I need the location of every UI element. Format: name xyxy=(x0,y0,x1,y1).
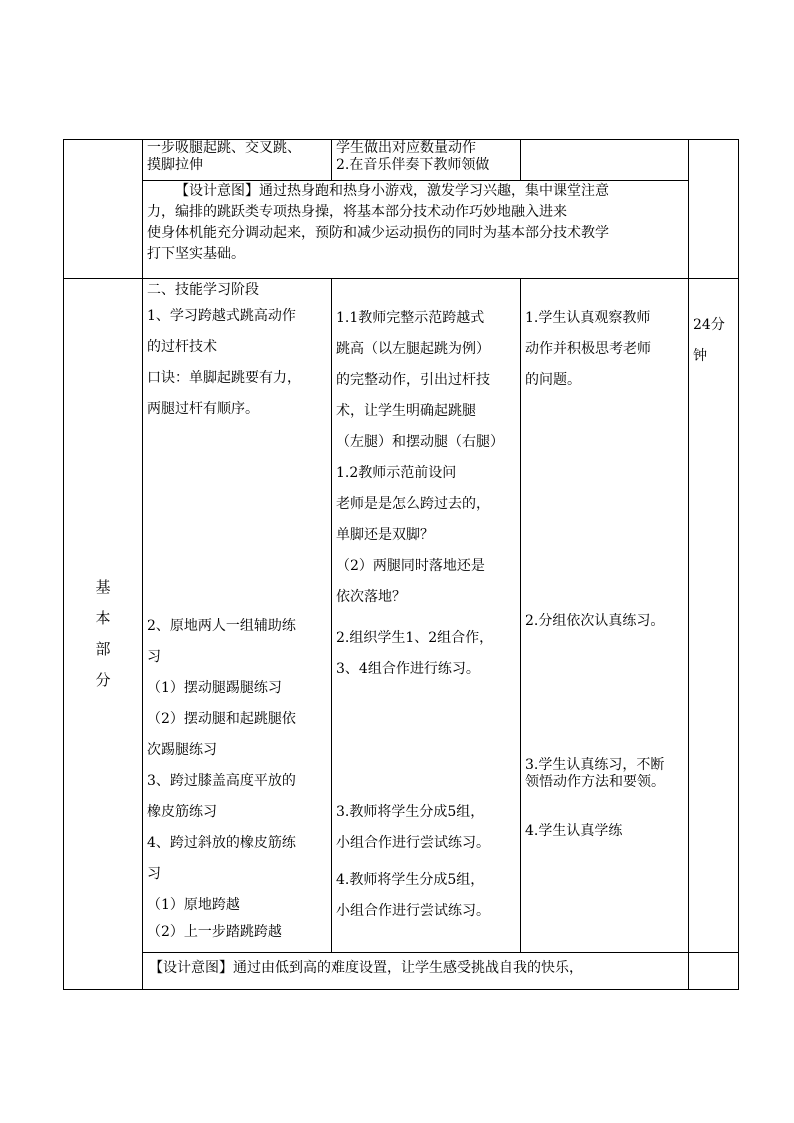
design-intent-line: 力，编排的跳跃类专项热身操，将基本部分技术动作巧妙地融入进来 xyxy=(147,204,567,221)
content-line: 2、原地两人一组辅助练 xyxy=(147,618,296,635)
skill-time-cell xyxy=(689,279,739,953)
student-step-3 xyxy=(525,757,684,791)
skill-content-cell xyxy=(143,279,332,953)
section-label-basic xyxy=(64,279,143,990)
teacher-line: 3、4组合作进行练习。 xyxy=(336,661,480,678)
teacher-step-4 xyxy=(336,865,516,927)
teacher-line: 4.教师将学生分成5组， xyxy=(336,872,485,889)
content-line: （1）摆动腿踢腿练习 xyxy=(147,680,282,697)
teacher-line: 2.在音乐伴奏下教师领做 xyxy=(336,157,490,173)
student-line: 1.学生认真观察教师 xyxy=(525,310,651,327)
content-line: 次踢腿练习 xyxy=(147,742,217,759)
content-line: 1、学习跨越式跳高动作 xyxy=(147,308,296,325)
content-line: （2）摆动腿和起跳腿依 xyxy=(147,711,296,728)
warmup-student-cell xyxy=(521,140,689,181)
section-label-char: 分 xyxy=(95,671,111,690)
warmup-teacher-cell xyxy=(332,140,521,181)
design-intent-2-time-cell xyxy=(689,952,739,989)
content-line: 3、跨过膝盖高度平放的 xyxy=(147,773,296,790)
design-intent-row-1 xyxy=(64,181,739,279)
section-label-char: 基 xyxy=(95,578,111,597)
student-line: 4.学生认真学练 xyxy=(525,823,623,840)
content-line: 口诀：单脚起跳要有力， xyxy=(147,370,301,387)
teacher-line: 1.1教师完整示范跨越式 xyxy=(336,310,485,327)
content-line: 一步吸腿起跳、交叉跳、 xyxy=(147,140,301,156)
student-line: 的问题。 xyxy=(525,372,581,389)
teacher-line: （左腿）和摆动腿（右腿） xyxy=(336,434,504,451)
student-line: 领悟动作方法和要领。 xyxy=(525,774,665,791)
warmup-continuation-row xyxy=(64,140,739,181)
teacher-line: 的完整动作，引出过杆技 xyxy=(336,372,490,389)
student-step-4 xyxy=(525,823,684,840)
teacher-line: 单脚还是双脚？ xyxy=(336,527,434,544)
student-line: 3.学生认真练习，不断 xyxy=(525,757,665,774)
teacher-line: 小组合作进行尝试练习。 xyxy=(336,903,490,920)
teacher-line: 老师是是怎么跨过去的， xyxy=(336,496,490,513)
student-line: 2.分组依次认真练习。 xyxy=(525,613,665,630)
design-intent-line: 打下坚实基础。 xyxy=(147,246,245,263)
student-step-2 xyxy=(525,613,684,630)
teacher-line: （2）两腿同时落地还是 xyxy=(336,558,485,575)
content-line: 习 xyxy=(147,866,161,883)
teacher-step-3 xyxy=(336,797,516,859)
skill-learning-row xyxy=(64,279,739,953)
lesson-plan-table xyxy=(63,139,739,990)
design-intent-line: 【设计意图】通过由低到高的难度设置，让学生感受挑战自我的快乐， xyxy=(149,959,583,976)
design-intent-2 xyxy=(143,952,689,989)
warmup-content-cell xyxy=(143,140,332,181)
section-label-char: 部 xyxy=(95,640,111,659)
teacher-line: 1.2教师示范前设问 xyxy=(336,465,457,482)
prep-section-cell xyxy=(64,140,143,279)
content-line: 4、跨过斜放的橡皮筋练 xyxy=(147,835,296,852)
teacher-activity-cell xyxy=(332,279,521,953)
teacher-line: 术，让学生明确起跳腿 xyxy=(336,403,476,420)
teacher-line: 依次落地？ xyxy=(336,589,406,606)
warmup-time-cell xyxy=(689,140,739,279)
content-line: 橡皮筋练习 xyxy=(147,804,217,821)
time-line: 24分 xyxy=(693,317,725,334)
teacher-line: 2.组织学生1、2组合作， xyxy=(336,630,494,647)
design-intent-row-2 xyxy=(64,952,739,989)
content-line: 的过杆技术 xyxy=(147,339,217,356)
teacher-step-2 xyxy=(336,623,516,685)
student-line: 动作并积极思考老师 xyxy=(525,341,651,358)
time-line: 钟 xyxy=(693,348,707,365)
teacher-line: 学生做出对应数量动作 xyxy=(336,140,476,156)
content-line: 两腿过杆有顺序。 xyxy=(147,401,259,418)
content-line: 摸脚拉伸 xyxy=(147,157,203,173)
student-step-1 xyxy=(525,303,684,396)
teacher-line: 跳高（以左腿起跳为例） xyxy=(336,341,490,358)
section-label-char: 本 xyxy=(95,609,111,628)
stage-title: 二、技能学习阶段 xyxy=(147,282,259,299)
design-intent-line: 【设计意图】通过热身跑和热身小游戏，激发学习兴趣，集中课堂注意 xyxy=(175,183,609,200)
teacher-line: 小组合作进行尝试练习。 xyxy=(336,835,490,852)
content-line: （2）上一步踏跳跨越 xyxy=(147,924,282,941)
student-activity-cell xyxy=(521,279,689,953)
content-line: 习 xyxy=(147,649,161,666)
teacher-line: 3.教师将学生分成5组， xyxy=(336,804,485,821)
design-intent-1 xyxy=(143,181,689,279)
design-intent-line: 使身体机能充分调动起来，预防和减少运动损伤的同时为基本部分技术教学 xyxy=(147,225,609,242)
content-line: （1）原地跨越 xyxy=(147,897,240,914)
